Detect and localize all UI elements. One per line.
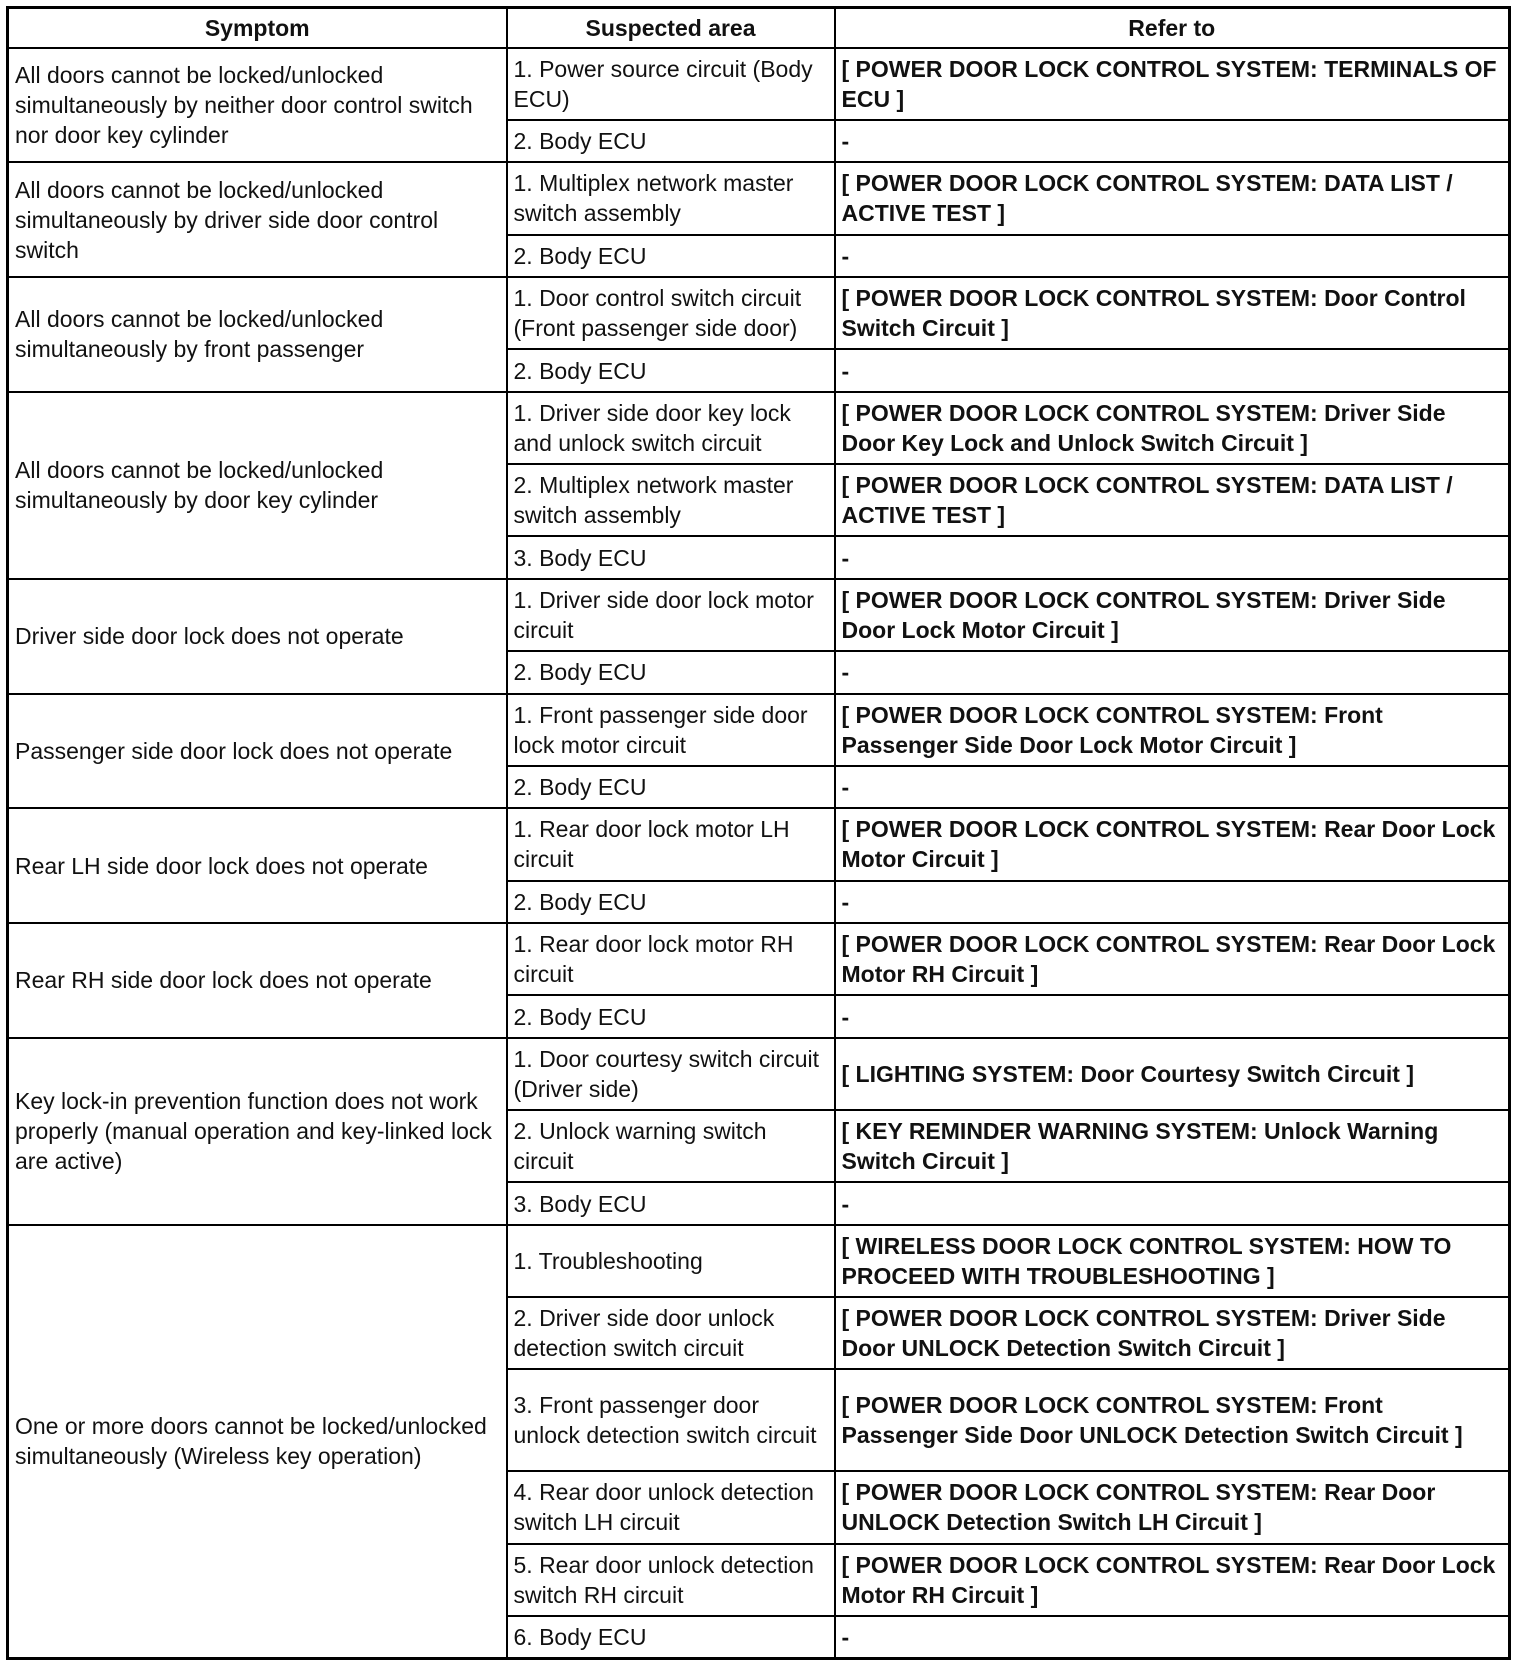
suspected-area-cell: 1. Rear door lock motor RH circuit — [507, 923, 835, 995]
refer-to-cell: - — [835, 1182, 1510, 1225]
suspected-area-cell: 1. Rear door lock motor LH circuit — [507, 808, 835, 880]
symptom-cell: Rear RH side door lock does not operate — [8, 923, 507, 1038]
suspected-area-cell: 2. Body ECU — [507, 881, 835, 924]
suspected-area-cell: 2. Body ECU — [507, 120, 835, 163]
table-row — [8, 579, 1510, 651]
suspected-area-cell: 1. Front passenger side door lock motor circuit — [507, 694, 835, 766]
suspected-area-cell: 2. Unlock warning switch circuit — [507, 1110, 835, 1182]
refer-to-cell: - — [835, 235, 1510, 278]
suspected-area-cell: 2. Body ECU — [507, 235, 835, 278]
refer-to-cell: - — [835, 995, 1510, 1038]
header-suspected-area: Suspected area — [507, 8, 835, 48]
refer-to-cell: - — [835, 349, 1510, 392]
suspected-area-cell: 3. Body ECU — [507, 1182, 835, 1225]
suspected-area-cell: 1. Power source circuit (Body ECU) — [507, 48, 835, 120]
refer-to-cell: [ POWER DOOR LOCK CONTROL SYSTEM: TERMINALS OF ECU ] — [835, 48, 1510, 120]
table-row — [8, 694, 1510, 766]
refer-to-cell: [ POWER DOOR LOCK CONTROL SYSTEM: Driver Side Door Lock Motor Circuit ] — [835, 579, 1510, 651]
refer-to-cell: [ WIRELESS DOOR LOCK CONTROL SYSTEM: HOW TO PROCEED WITH TROUBLESHOOTING ] — [835, 1225, 1510, 1297]
refer-to-cell: [ LIGHTING SYSTEM: Door Courtesy Switch Circuit ] — [835, 1038, 1510, 1110]
refer-to-cell: [ POWER DOOR LOCK CONTROL SYSTEM: Front Passenger Side Door UNLOCK Detection Switch Circuit ] — [835, 1369, 1510, 1471]
suspected-area-cell: 2. Body ECU — [507, 349, 835, 392]
suspected-area-cell: 2. Body ECU — [507, 651, 835, 694]
refer-to-cell: - — [835, 651, 1510, 694]
suspected-area-cell: 2. Body ECU — [507, 995, 835, 1038]
suspected-area-cell: 1. Driver side door lock motor circuit — [507, 579, 835, 651]
suspected-area-cell: 2. Driver side door unlock detection switch circuit — [507, 1297, 835, 1369]
table-row — [8, 923, 1510, 995]
header-symptom: Symptom — [8, 8, 507, 48]
suspected-area-cell: 2. Multiplex network master switch assembly — [507, 464, 835, 536]
refer-to-cell: [ POWER DOOR LOCK CONTROL SYSTEM: DATA LIST / ACTIVE TEST ] — [835, 464, 1510, 536]
refer-to-cell: - — [835, 881, 1510, 924]
table-row — [8, 1225, 1510, 1297]
troubleshooting-table — [6, 6, 1511, 1660]
suspected-area-cell: 3. Body ECU — [507, 536, 835, 579]
suspected-area-cell: 1. Door courtesy switch circuit (Driver side) — [507, 1038, 835, 1110]
symptom-cell: Rear LH side door lock does not operate — [8, 808, 507, 923]
symptom-cell: All doors cannot be locked/unlocked simultaneously by driver side door control switch — [8, 162, 507, 277]
refer-to-cell: [ POWER DOOR LOCK CONTROL SYSTEM: Driver Side Door Key Lock and Unlock Switch Circuit ] — [835, 392, 1510, 464]
refer-to-cell: [ POWER DOOR LOCK CONTROL SYSTEM: Front Passenger Side Door Lock Motor Circuit ] — [835, 694, 1510, 766]
symptom-cell: All doors cannot be locked/unlocked simultaneously by door key cylinder — [8, 392, 507, 579]
refer-to-cell: [ POWER DOOR LOCK CONTROL SYSTEM: DATA LIST / ACTIVE TEST ] — [835, 162, 1510, 234]
table-row — [8, 808, 1510, 880]
refer-to-cell: - — [835, 1616, 1510, 1659]
suspected-area-cell: 1. Door control switch circuit (Front passenger side door) — [507, 277, 835, 349]
refer-to-cell: [ POWER DOOR LOCK CONTROL SYSTEM: Driver Side Door UNLOCK Detection Switch Circuit ] — [835, 1297, 1510, 1369]
suspected-area-cell: 1. Driver side door key lock and unlock switch circuit — [507, 392, 835, 464]
suspected-area-cell: 1. Multiplex network master switch assembly — [507, 162, 835, 234]
refer-to-cell: - — [835, 536, 1510, 579]
refer-to-cell: [ POWER DOOR LOCK CONTROL SYSTEM: Door Control Switch Circuit ] — [835, 277, 1510, 349]
suspected-area-cell: 1. Troubleshooting — [507, 1225, 835, 1297]
symptom-cell: All doors cannot be locked/unlocked simultaneously by neither door control switch nor door key cylinder — [8, 48, 507, 163]
table-row — [8, 277, 1510, 349]
refer-to-cell: [ POWER DOOR LOCK CONTROL SYSTEM: Rear Door Lock Motor Circuit ] — [835, 808, 1510, 880]
refer-to-cell: - — [835, 120, 1510, 163]
table-row — [8, 162, 1510, 234]
suspected-area-cell: 2. Body ECU — [507, 766, 835, 809]
refer-to-cell: - — [835, 766, 1510, 809]
suspected-area-cell: 6. Body ECU — [507, 1616, 835, 1659]
suspected-area-cell: 5. Rear door unlock detection switch RH circuit — [507, 1544, 835, 1616]
table-row — [8, 48, 1510, 120]
symptom-cell: One or more doors cannot be locked/unlocked simultaneously (Wireless key operation) — [8, 1225, 507, 1659]
header-refer-to: Refer to — [835, 8, 1510, 48]
refer-to-cell: [ POWER DOOR LOCK CONTROL SYSTEM: Rear Door Lock Motor RH Circuit ] — [835, 1544, 1510, 1616]
symptom-cell: Key lock-in prevention function does not work properly (manual operation and key-linked lock are active) — [8, 1038, 507, 1225]
table-row — [8, 392, 1510, 464]
refer-to-cell: [ POWER DOOR LOCK CONTROL SYSTEM: Rear Door Lock Motor RH Circuit ] — [835, 923, 1510, 995]
table-row — [8, 1038, 1510, 1110]
refer-to-cell: [ POWER DOOR LOCK CONTROL SYSTEM: Rear Door UNLOCK Detection Switch LH Circuit ] — [835, 1471, 1510, 1543]
symptom-cell: Passenger side door lock does not operate — [8, 694, 507, 809]
header-row — [8, 8, 1510, 48]
suspected-area-cell: 4. Rear door unlock detection switch LH circuit — [507, 1471, 835, 1543]
symptom-cell: Driver side door lock does not operate — [8, 579, 507, 694]
refer-to-cell: [ KEY REMINDER WARNING SYSTEM: Unlock Warning Switch Circuit ] — [835, 1110, 1510, 1182]
table-body — [8, 48, 1510, 1659]
symptom-cell: All doors cannot be locked/unlocked simultaneously by front passenger — [8, 277, 507, 392]
suspected-area-cell: 3. Front passenger door unlock detection switch circuit — [507, 1369, 835, 1471]
